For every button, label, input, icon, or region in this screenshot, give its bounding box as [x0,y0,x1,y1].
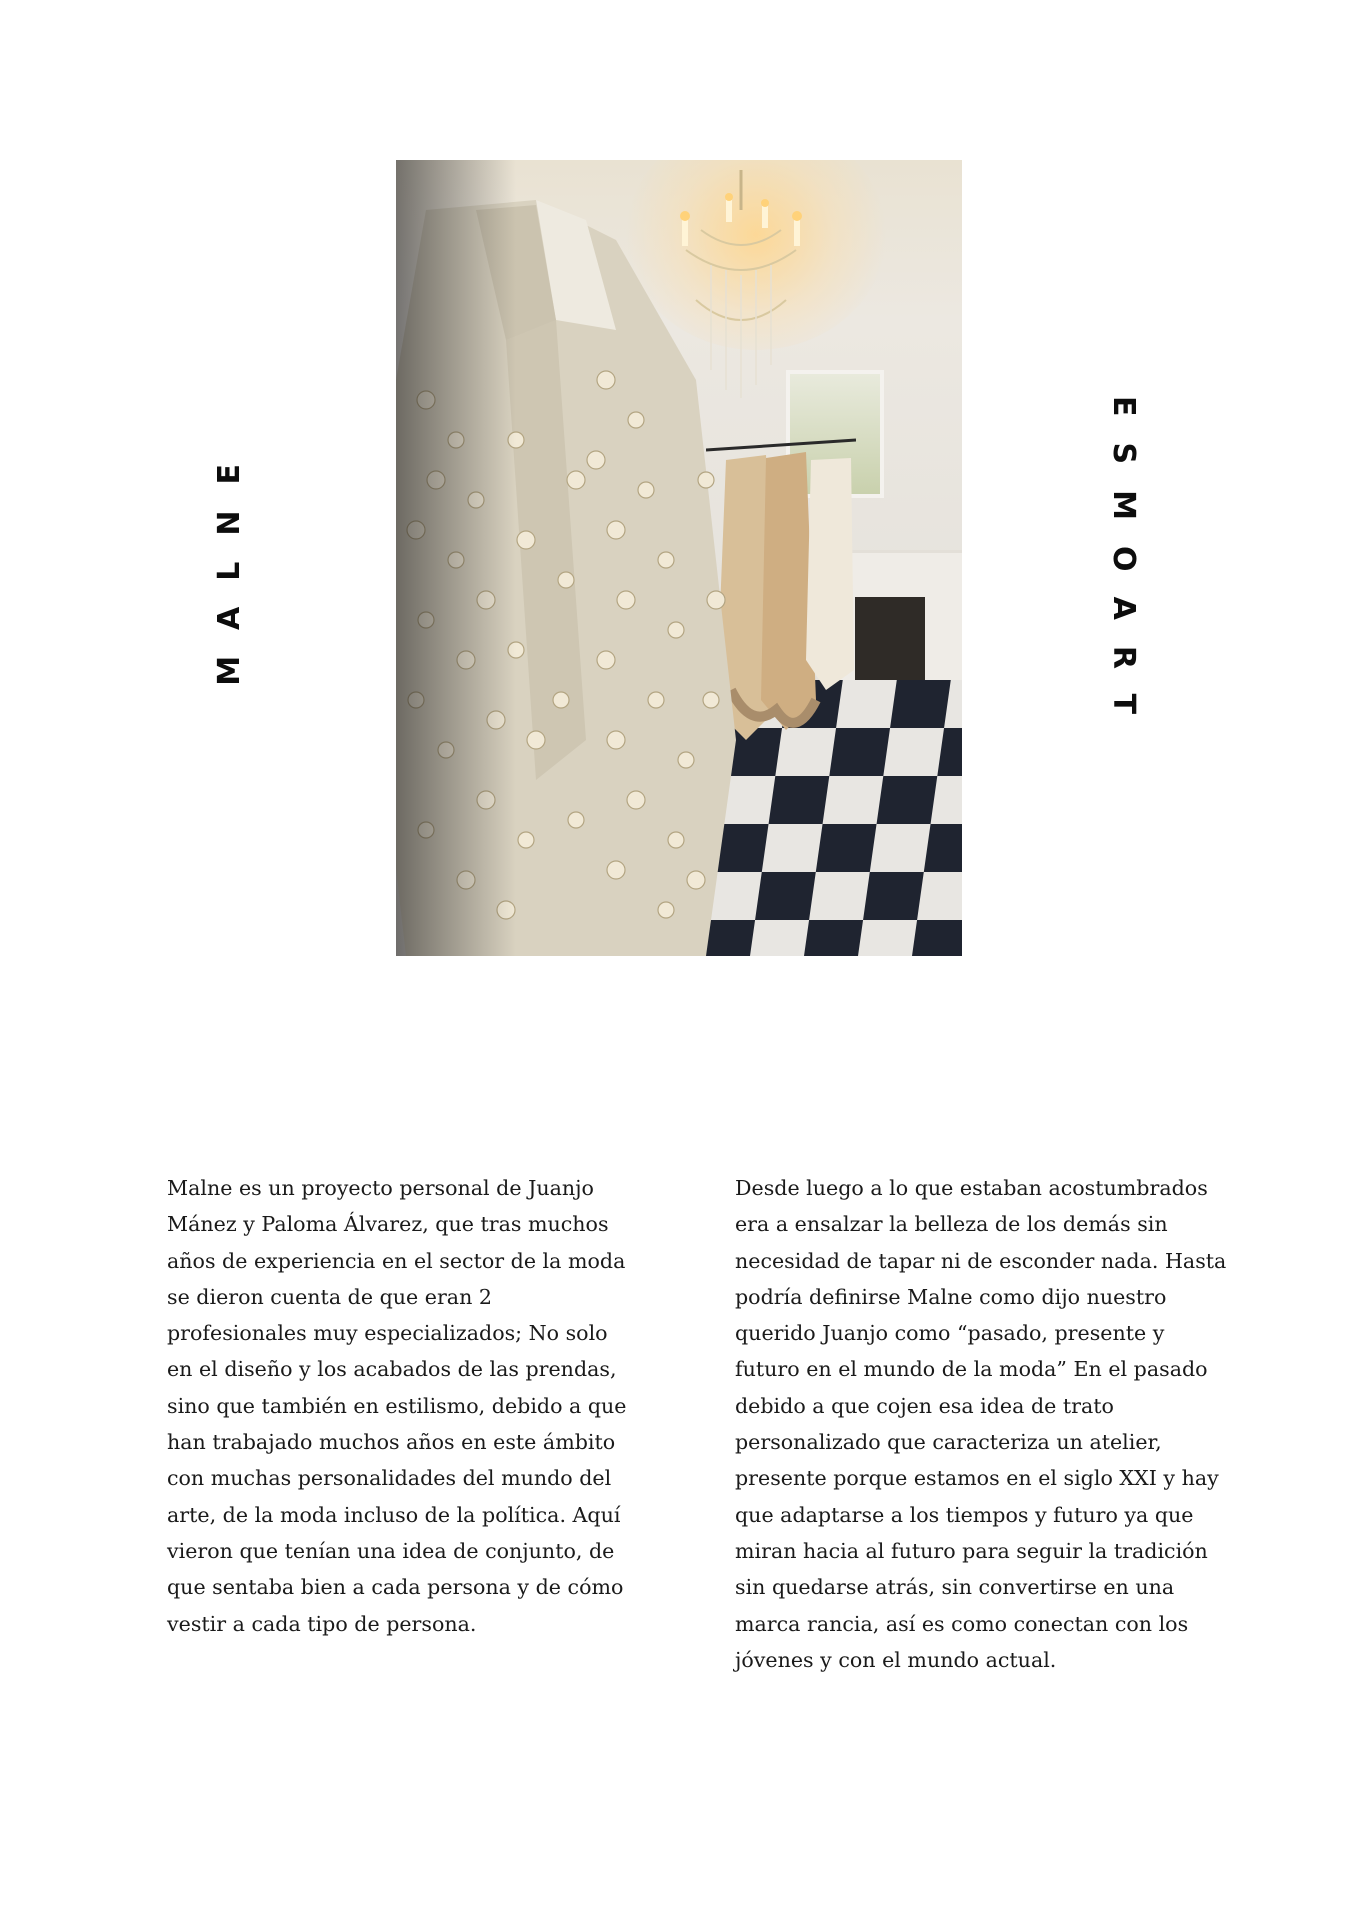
body-text-left-column: Malne es un proyecto personal de Juanjo Mánez y Paloma Álvarez, que tras muchos años de experiencia en el sector de la moda se dieron cuenta de que eran 2 profesionales muy especializados; No solo en el diseño y los acabados de las prendas, sino que también en estilismo, debido a que han trabajado muchos años en este ámbito con muchas personalidades del mundo del arte, de la moda incluso de la política. Aquí vieron que tenían una idea de conjunto, de que sentaba bien a cada persona y de cómo vestir a cada tipo de persona. [167,1176,627,1636]
side-title-malne: MALNE [212,438,247,686]
side-title-esmoart: ESMOART [1106,396,1141,741]
photo-shadow [396,160,516,956]
atelier-photo [396,160,962,956]
body-text-right-column: Desde luego a lo que estaban acostumbrados era a ensalzar la belleza de los demás sin necesidad de tapar ni de esconder nada. Hasta podría definirse Malne como dijo nuestro querido Juanjo como “pasado, presente y futuro en el mundo de la moda” En el pasado debido a que cojen esa idea de trato personalizado que caracteriza un atelier, presente porque estamos en el siglo XXI y hay que adaptarse a los tiempos y futuro ya que miran hacia al futuro para seguir la tradición sin quedarse atrás, sin convertirse en una marca rancia, así es como conectan con los jóvenes y con el mundo actual. [735,1176,1227,1672]
